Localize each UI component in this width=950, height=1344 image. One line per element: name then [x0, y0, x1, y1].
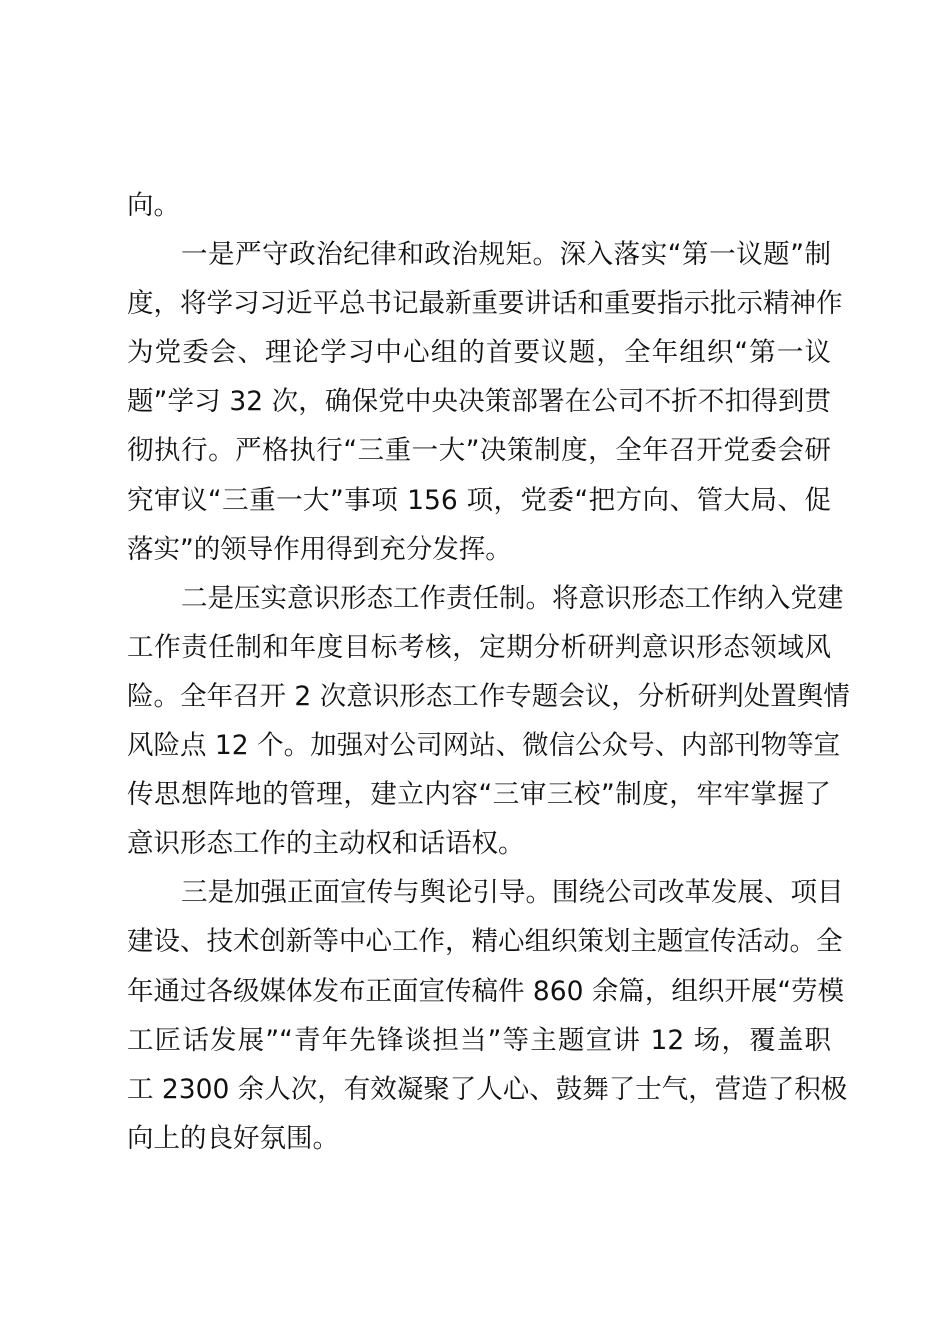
- paragraph: [127, 230, 843, 574]
- document-page: [127, 181, 850, 1163]
- text-line: 向上的良好氛围。: [127, 1122, 339, 1154]
- text-line: 险。全年召开 2 次意识形态工作专题会议，分析研判处置舆情: [127, 680, 850, 712]
- text-line: 究审议“三重一大”事项 156 项，党委“把方向、管大局、促: [127, 484, 831, 516]
- text-line: 三是加强正面宣传与舆论引导。围绕公司改革发展、项目: [181, 877, 844, 909]
- text-line: 工 2300 余人次，有效凝聚了人心、鼓舞了士气，营造了积极: [127, 1073, 848, 1105]
- text-line: 题”学习 32 次，确保党中央决策部署在公司不折不扣得到贯: [127, 386, 831, 418]
- text-line: 年通过各级媒体发布正面宣传稿件 860 余篇，组织开展“劳模: [127, 975, 845, 1007]
- text-line: 意识形态工作的主动权和话语权。: [127, 828, 525, 860]
- paragraph: [127, 868, 848, 1163]
- text-line: 风险点 12 个。加强对公司网站、微信公众号、内部刊物等宣: [127, 730, 841, 762]
- text-line: 落实”的领导作用得到充分发挥。: [127, 533, 512, 565]
- text-line: 度，将学习习近平总书记最新重要讲话和重要指示批示精神作: [127, 288, 843, 320]
- paragraph: [127, 181, 831, 230]
- text-line: 一是严守政治纪律和政治规矩。深入落实“第一议题”制: [181, 239, 831, 271]
- paragraph: [127, 574, 850, 869]
- text-line: 彻执行。严格执行“三重一大”决策制度，全年召开党委会研: [127, 435, 831, 467]
- text-line: 向。: [127, 190, 180, 221]
- text-line: 为党委会、理论学习中心组的首要议题，全年组织“第一议: [127, 337, 831, 369]
- text-line: 工作责任制和年度目标考核，定期分析研判意识形态领域风: [127, 631, 831, 663]
- text-line: 建设、技术创新等中心工作，精心组织策划主题宣传活动。全: [127, 926, 843, 958]
- text-line: 二是压实意识形态工作责任制。将意识形态工作纳入党建: [181, 582, 844, 614]
- text-line: 传思想阵地的管理，建立内容“三审三校”制度，牢牢掌握了: [127, 779, 831, 811]
- text-line: 工匠话发展”“青年先锋谈担当”等主题宣讲 12 场，覆盖职: [127, 1024, 831, 1056]
